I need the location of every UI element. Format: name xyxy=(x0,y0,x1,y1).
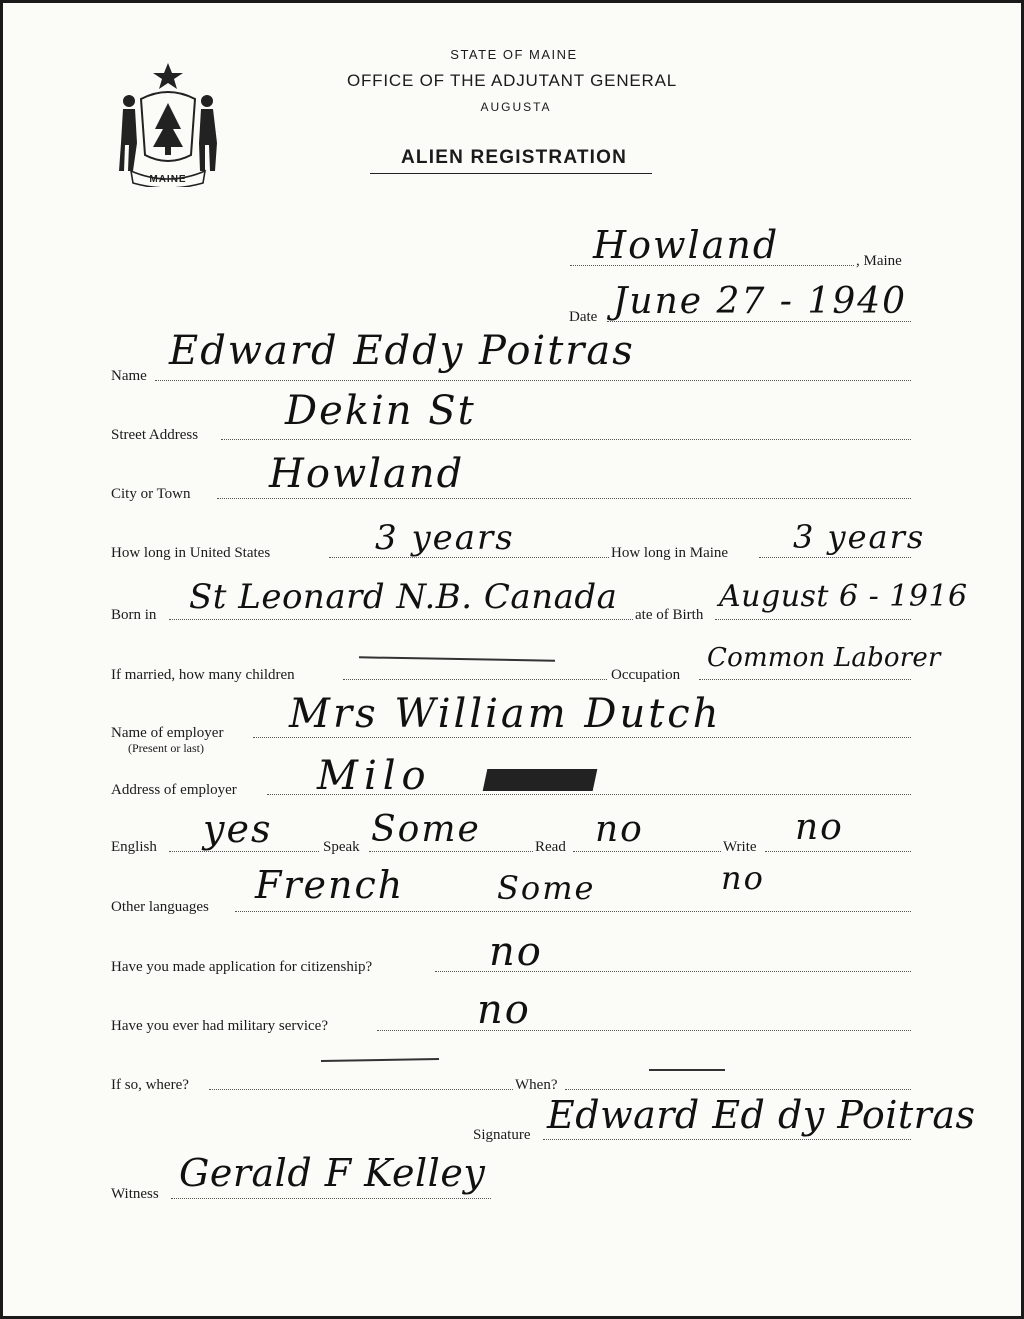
children-line xyxy=(343,679,607,680)
crossed-out-text xyxy=(483,769,598,791)
witness-line xyxy=(171,1198,491,1199)
city-label: City or Town xyxy=(111,486,191,502)
maine-years-entry: 3 years xyxy=(793,518,926,556)
where-label: If so, where? xyxy=(111,1077,189,1093)
military-label: Have you ever had military service? xyxy=(111,1018,328,1034)
other-languages-label: Other languages xyxy=(111,899,209,915)
occupation-line xyxy=(699,679,911,680)
employer-address-entry: Milo xyxy=(317,753,432,799)
read-label: Read xyxy=(535,839,566,855)
registration-form xyxy=(3,3,1021,1316)
dob-line xyxy=(715,619,911,620)
when-label: When? xyxy=(515,1077,558,1093)
other-languages-line xyxy=(235,911,911,912)
military-entry: no xyxy=(477,987,531,1033)
maine-years-label: How long in Maine xyxy=(611,545,729,561)
dob-entry: August 6 - 1916 xyxy=(719,579,968,614)
employer-label: Name of employer xyxy=(111,725,224,741)
speak-label: Speak xyxy=(323,839,360,855)
signature-line xyxy=(543,1139,911,1140)
children-label: If married, how many children xyxy=(111,667,295,683)
svg-text:MAINE: MAINE xyxy=(149,174,187,185)
street-entry: Dekin St xyxy=(285,388,476,434)
born-label: Born in xyxy=(111,607,157,623)
city-entry: Howland xyxy=(269,451,465,497)
witness-entry: Gerald F Kelley xyxy=(179,1151,486,1195)
street-label: Street Address xyxy=(111,427,199,443)
read-entry: no xyxy=(595,809,644,850)
date-label: Date xyxy=(569,309,598,325)
other-speak-entry: Some xyxy=(497,869,596,907)
name-label: Name xyxy=(111,368,147,384)
dob-label: ate of Birth xyxy=(635,607,704,623)
write-entry: no xyxy=(795,807,844,848)
us-years-entry: 3 years xyxy=(375,518,515,558)
english-line xyxy=(169,851,319,852)
born-line xyxy=(169,619,633,620)
town-entry: Howland xyxy=(593,223,780,267)
when-dash xyxy=(649,1069,725,1071)
street-line xyxy=(221,439,911,440)
speak-entry: Some xyxy=(371,809,481,850)
office-heading: OFFICE OF THE ADJUTANT GENERAL xyxy=(346,71,678,90)
where-line xyxy=(209,1089,513,1090)
maine-years-line xyxy=(759,557,911,558)
employer-address-label: Address of employer xyxy=(111,782,237,798)
state-heading: STATE OF MAINE xyxy=(450,47,578,62)
speak-line xyxy=(369,851,533,852)
english-entry: yes xyxy=(203,807,273,851)
military-line xyxy=(377,1030,911,1031)
english-label: English xyxy=(111,839,157,855)
occupation-label: Occupation xyxy=(611,667,681,683)
city-line xyxy=(217,498,911,499)
children-dash xyxy=(359,656,555,661)
other-write-entry: no xyxy=(721,859,765,897)
title-underline xyxy=(370,173,652,174)
maine-label: , Maine xyxy=(856,253,902,269)
form-title: ALIEN REGISTRATION xyxy=(400,147,628,168)
signature-label: Signature xyxy=(473,1127,531,1143)
name-line xyxy=(155,380,911,381)
name-entry: Edward Eddy Poitras xyxy=(169,328,635,374)
employer-entry: Mrs William Dutch xyxy=(289,691,722,737)
signature-entry: Edward Ed dy Poitras xyxy=(547,1093,976,1137)
citizenship-label: Have you made application for citizenship? xyxy=(111,959,373,975)
occupation-entry: Common Laborer xyxy=(707,643,941,673)
employer-note: (Present or last) xyxy=(128,741,204,755)
write-label: Write xyxy=(723,839,757,855)
city-heading: AUGUSTA xyxy=(480,100,552,114)
employer-line xyxy=(253,737,911,738)
when-line xyxy=(565,1089,911,1090)
witness-label: Witness xyxy=(111,1186,159,1202)
citizenship-entry: no xyxy=(489,929,543,975)
born-entry: St Leonard N.B. Canada xyxy=(189,577,618,617)
read-line xyxy=(573,851,721,852)
other-language-entry: French xyxy=(255,863,405,907)
write-line xyxy=(765,851,911,852)
us-years-label: How long in United States xyxy=(111,545,271,561)
date-entry: June 27 - 1940 xyxy=(613,281,908,322)
where-dash xyxy=(321,1058,439,1062)
